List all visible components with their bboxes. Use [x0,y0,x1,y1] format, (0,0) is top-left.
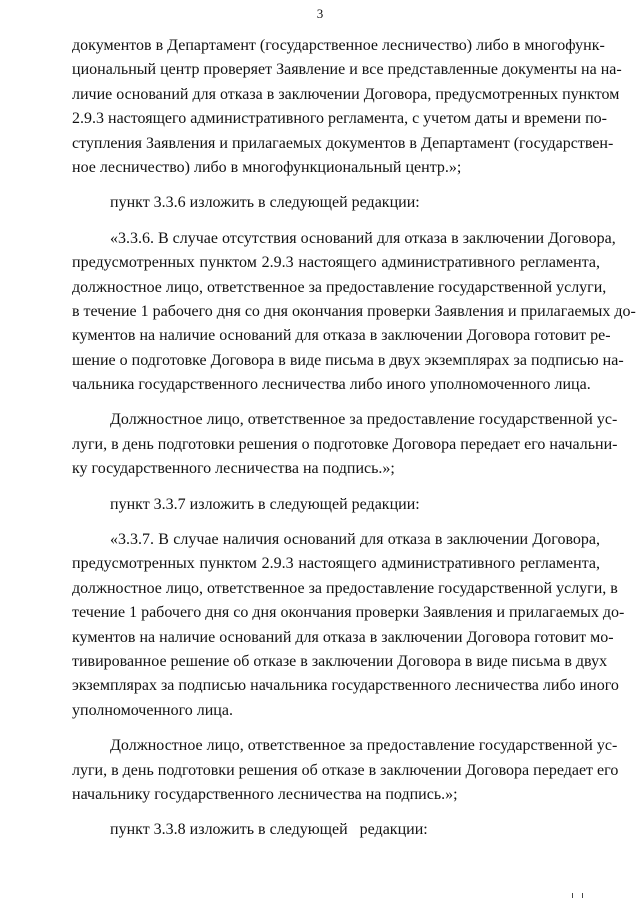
text-line: кументов на наличие оснований для отказа в заключении Договора готовит ре- [72,327,611,345]
text-line: Должностное лицо, ответственное за предоставление государственной ус- [110,411,618,429]
scan-mark [572,893,573,898]
text-line: должностное лицо, ответственное за предоставление государственной услуги, [72,278,607,296]
text-line: «3.3.7. В случае наличия оснований для отказа в заключении Договора, [110,531,600,549]
text-line: шение о подготовке Договора в виде письма в двух экземплярах за подписью на- [72,351,624,369]
paragraph [72,493,600,517]
text-line: уполномоченного лица. [72,701,233,719]
page-number: 3 [316,6,324,21]
text-line: чальника государственного лесничества либо иного уполномоченного лица. [72,376,591,394]
paragraph [72,734,619,807]
text-line: предусмотренных пунктом 2.9.3 настоящего административного регламента, [72,555,600,573]
scan-mark [582,893,583,898]
text-line: пункт 3.3.6 изложить в следующей редакции: [110,194,420,212]
text-line: «3.3.6. В случае отсутствия оснований для отказа в заключении Договора, [110,229,616,247]
text-line: ное лесничество) либо в многофункциональный центр.»; [72,158,462,176]
text-line: должностное лицо, ответственное за предоставление государственной услуги, в [72,579,618,597]
text-line: экземплярах за подписью начальника государственного лесничества либо иного [72,677,619,695]
text-line: ку государственного лесничества на подпись.»; [72,460,395,478]
paragraph [72,227,636,398]
document-body [72,34,636,843]
text-line: предусмотренных пунктом 2.9.3 настоящего административного регламента, [72,254,600,272]
text-line: 2.9.3 настоящего административного регламента, с учетом даты и времени по- [72,110,607,128]
text-line: течение 1 рабочего дня со дня окончания проверки Заявления и прилагаемых до- [72,604,625,622]
text-line: Должностное лицо, ответственное за предоставление государственной ус- [110,737,618,755]
text-line: начальнику государственного лесничества на подпись.»; [72,785,458,803]
paragraph [72,191,600,215]
text-line: в течение 1 рабочего дня со дня окончания проверки Заявления и прилагаемых до- [72,302,636,320]
text-line: пункт 3.3.7 изложить в следующей редакции: [110,495,420,513]
text-line: личие оснований для отказа в заключении Договора, предусмотренных пунктом [72,85,620,103]
text-line: луги, в день подготовки решения о подготовке Договора передает его начальни- [72,435,618,453]
text-line: кументов на наличие оснований для отказа в заключении Договора готовит мо- [72,628,614,646]
text-line: пункт 3.3.8 изложить в следующей редакции: [110,821,428,839]
paragraph [72,528,625,723]
text-line: луги, в день подготовки решения об отказе в заключении Договора передает его [72,761,619,779]
text-line: циональный центр проверяет Заявление и все представленные документы на на- [72,61,622,79]
paragraph [72,408,618,481]
text-line: документов в Департамент (государственное лесничество) либо в многофунк- [72,37,605,54]
paragraph [72,818,600,842]
text-line: ступления Заявления и прилагаемых документов в Департамент (государствен- [72,134,614,152]
paragraph [72,34,622,180]
text-line: тивированное решение об отказе в заключении Договора в виде письма в двух [72,652,608,670]
